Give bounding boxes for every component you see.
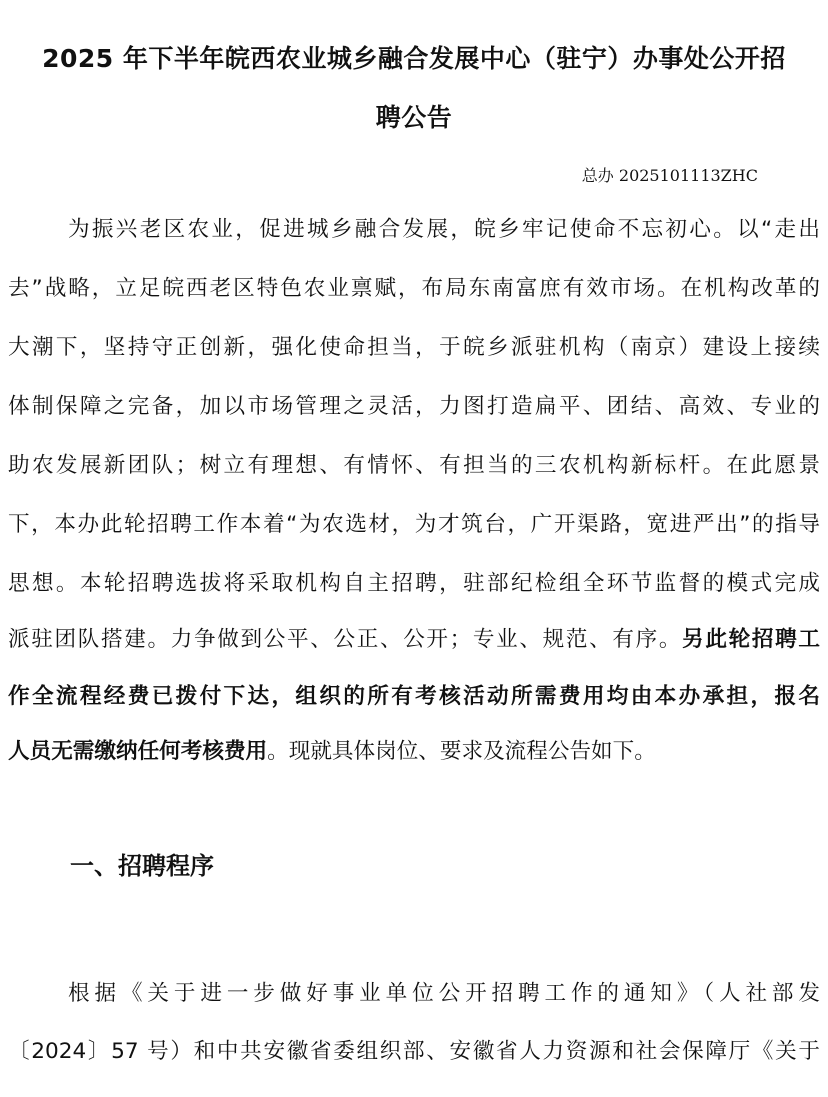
intro-text-bold: 作全流程经费已拨付下达，组织的所有考核活动所需费用均由本办承担，报名 [8,684,820,709]
document-title-line-2: 聘公告 [375,103,453,132]
document-number: 总办 2025101113ZHC [581,166,758,185]
intro-text-normal: 。现就具体岗位、要求及流程公告如下。 [267,739,656,764]
intro-paragraph-line: 为振兴老区农业，促进城乡融合发展，皖乡牢记使命不忘初心。以“走出 [68,217,820,242]
section-paragraph-line: 根据《关于进一步做好事业单位公开招聘工作的通知》（人社部发 [68,981,820,1006]
section-paragraph-line: 〔2024〕57 号）和中共安徽省委组织部、安徽省人力资源和社会保障厅《关于 [8,1039,820,1064]
intro-paragraph-line: 助农发展新团队；树立有理想、有情怀、有担当的三农机构新标杆。在此愿景 [8,453,820,478]
intro-paragraph-line: 去”战略，立足皖西老区特色农业禀赋，布局东南富庶有效市场。在机构改革的 [8,276,820,301]
section-heading-recruitment-procedure: 一、招聘程序 [70,852,214,880]
intro-paragraph-line: 大潮下，坚持守正创新，强化使命担当，于皖乡派驻机构（南京）建设上接续 [8,335,820,360]
intro-paragraph-line: 思想。本轮招聘选拔将采取机构自主招聘，驻部纪检组全环节监督的模式完成 [8,571,820,596]
intro-paragraph-line [8,627,820,653]
intro-text-bold: 另此轮招聘工 [682,627,820,652]
document-title-line-1: 2025 年下半年皖西农业城乡融合发展中心（驻宁）办事处公开招 [42,44,786,73]
intro-text-normal: 派驻团队搭建。力争做到公平、公正、公开；专业、规范、有序。 [8,627,683,652]
intro-paragraph-line [8,684,820,710]
intro-text-bold: 人员无需缴纳任何考核费用 [8,739,268,764]
intro-paragraph-line: 体制保障之完备，加以市场管理之灵活，力图打造扁平、团结、高效、专业的 [8,394,820,419]
intro-paragraph-line: 下，本办此轮招聘工作本着“为农选材，为才筑台，广开渠路，宽进严出”的指导 [8,512,820,537]
intro-paragraph-line [8,739,820,765]
